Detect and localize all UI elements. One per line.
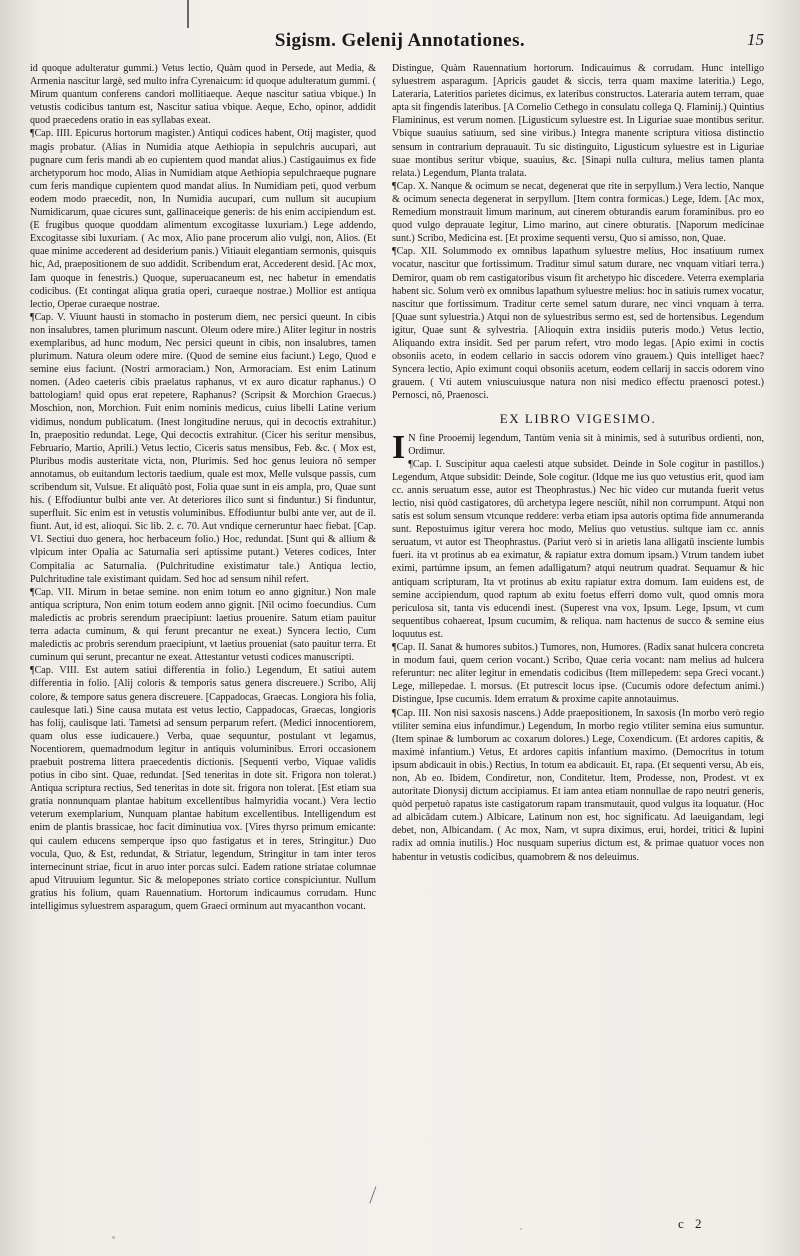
gutter-line [187, 0, 189, 28]
right-paragraph: ¶ Cap. X. Nanque & ocimum se necat, degenerat que rite in serpyllum.) Vera lectio, Nanque & ocimum senecta degenerat in serpyllum. [Item contra formicas.) Lege, Idem. [Ac mox, Remedium monstrauit limum marinum, aut cinerem obturandis earum foraminibus. pro eo quod vulgo deprauate legitur, Limo marino, aut cinere obturatis. [Naporum medicinae sunt.) Scribo, Medicina est. [Et proxime sequenti versu, Quo si amisso, non, Quae. [392, 180, 764, 245]
right-paragraph: ¶ Cap. XII. Solummodo ex omnibus lapathum syluestre melius, Hoc insatiuum rumex vocatur, nascitur que fortissimum. Traditur simul satum durare, nec vnquam vitiari terra.) Demiror, quam ob rem castigatoribus visum fit archetypo hic discedere. Veterra exemplaria habent sic. Solum verò ex omnibus lapathum syluestre melius: hoc in satiuis rumex vocatur, nascitur que fortissimum. Traditur certe semel satum durare, nec vinci vnquam à terra. [Quae sunt syluestria.) Atqui non de syluestribus sermo est, sed de hortensibus. Legendum igitur, Quae sunt & sylvestria. [Alioquin extra insidiis puteris modo.) Vetus lectio, Aliquando extra insidit. Sed per parum refert, vtro modo legas. [Apio eximi in coctis obsoniis aceto, in eodem cellario in saccis odorem vino grauem.) Quis intelliget haec? Syncera lectio, Apio eximunt coqui obsoniis acetum, eodem cellarij in saccis odorem vino grauem. ( Vti autem vniuscuiusque natura non nisi medico effectu praenosci potest.) Pernosci, nõ, Praenosci. [392, 245, 764, 402]
ink-mark [369, 1186, 387, 1207]
left-paragraph: id quoque adulteratur gummi.) Vetus lectio, Quàm quod in Persede, aut Media, & Armenia nascitur largè, sed multo infra Cyrenaicum: id quoque adulteratum gummi. ( Mirum quantum conferens candori mollitiaeque. Aeque nascitur satiua vbique.) In vetustis codicibus tantum est, Nascitur satiua vbique. Aeque, Echo, opinor, addidit quod praecedens oratio in eas syllabas exeat. [30, 63, 376, 127]
book-section-title: EX LIBRO VIGESIMO. [499, 411, 657, 427]
running-title: Sigism. Gelenij Annotationes. [274, 30, 526, 51]
prooemium-text: N fine Prooemij legendum, Tantùm venia sit à minimis, sed à suturibus ordienti, non, Ordimur. [408, 432, 764, 457]
right-column [392, 62, 764, 1202]
prooemium-paragraph [392, 428, 764, 466]
left-column [30, 62, 376, 1162]
paper-speck [520, 1228, 522, 1230]
page-header [0, 30, 800, 60]
paper-speck [112, 1236, 115, 1239]
drop-cap: I [392, 428, 406, 466]
page-number: 15 [747, 30, 764, 49]
right-paragraph: ¶ Cap. I. Suscipitur aqua caelesti atque subsidet. Deinde in Sole cogitur in pastillos.) Legendum, Atque subsidit: Deinde, Sole cogitur. (Idque me ius quo vetustius erit, quod iam cc. annis seruatum esse, autor est Theophrastus.) Nec hic video cur mutanda fuerit vetus lectio, nisi quòd castigatores, dū archetypa legere nesciũt, nihil non corrumpunt. Atqui non satis est solum sensum vtcunque reddere: verba etiam ipsa autoris optima fide annumeranda sunt. Repostuimus igitur verera hoc modo, Melius quo vetustius. sultque iam cc. annis seruatum, vt autor est Theophrastus. (Pariut verò si in arietis lana alligatū insciente lumbis fueri. ita vt protinus ab ea eximatur, & rapiatur extra domum ipsam.) Vtrum tandem iubet eximi, partúmne ipsum, an femen adalligatum? atqui neutrum quadrat. Sequamur & hic antiquam scripturam, Ita vt protinus ab exitu rapiatur extra domum. Iam euidens est, de semine accipiendum, quod raptum ab exitu foetus efferri domo vult, quod omnis mora periculosa sit, tanta vis educendi inest. (Superest vna vox, Ipsum. Lege, Ipsum, vt cum sequentibus cohaereat, Ipsum cucumim, & reliqua. nam hactenus de succo & semine eius loquutus est. [392, 458, 764, 641]
signature-mark: c 2 [678, 1216, 706, 1231]
left-paragraph: ¶ Cap. VII. Mirum in betae semine. non enim totum eo anno gignitur.) Non male antiqua scriptura, Non enim totum eodem anno gignit. [Nil ocimo foecundius. Cum maledictis ac probris serendum praecipiunt: laetius prouenire. Satum etiam pauitur terra adacta cuminum, & qui ferunt precantur ne exeat.) Syncera lectio, Cum maledictis ac probris serendum praecipiunt, vt laetius proueniat (sato pauitur terra. Et cuminum qui serunt, precantur ne exeat. Attestantur vetusti codices manuscripti. [30, 586, 376, 665]
left-paragraph: ¶ Cap. V. Viuunt hausti in stomacho in posterum diem, nec persici queunt. In cibis non insalubres, tamen plurimum nascunt. Oleum odere mire.) Aliter legitur in nostris exemplaribus, ad hunc modum, Nec persici queunt in cibis, non insalubres, tamen plurimum. Natura oleum odere mire. (Quod de semine eius faciunt.) Lego, Quod e semine eius faciunt. (Nostri armoraciam.) Non, Armoraciam. Est enim Latinum nomen. (Adeo caeteris cibis praelatus raphanus, vt ex auro dicatur raphanus.) O battologiam! quid opus erat repetere, Raphanus? (Scripsit & Morchion Graecus.) Moschion, non, Morchion. Fuit enim nominis medicus, cuius libelli Latine verium vidimus, nondum publicatum. (Inest longitudine neruus, qui in decoctis extrahitur.) In, praepositio redundat. Lege, Qui decoctis extrahitur. (Cicer his seritur mensibus, Februario, Martio, Aprili.) Vetus lectio, Ciceris satus mensibus, Feb. &c. ( Mox est, Pluribus modis austeritate victa, non, Plurimis. Sed hoc genus leuiora nõ semper annotamus, ob euitandum lectoris taedium, quale est mox, Melle vulsque passis, cum scribendum sit, Vulsue. Et aliquãtò post, Folia quae sunt in eis ampla, pro, Quae sunt his. ( Effodiuntur bulbi ante ver. At deteriores ilico sunt si finduntur.) Si finduntur, superfluit. Sic enim est in vetustis voluminibus. Effodiuntur bulbi ante ver, aut de il. fiunt. Aut, id est, alioqui. Sic lib. 2. c. 70. Aut vndique cerneruntur haec fiebat. [Cap. VI. Sectiui duo genera, hoc herbaceum folio.) Hoc, redundat. [Sunt qui & allium & vlpicum inter Opalia ac Saturnalia seri aptissime putant.) Veteres codices, Inter Compitalia ac Saturnalia. (Pulchritudine existimatur tale.) Antiqua lectio, Pulchritudine tale existimant quidam. Sed hoc ad sensum nihil refert. [30, 311, 376, 586]
right-paragraph: ¶ Cap. III. Non nisi saxosis nascens.) Adde praepositionem, In saxosis (In morbo verò regio vtiliter semina eius infundimur.) Legendum, In morbo regio vtiliter semina eius sumuntur. (Item spinae & lumborum ac coxarum dolores.) Lege, Coxendicum. (Et ardores capitis, & maximè infantium.) Vetus, Et ardores capitis infantium maximo. (Democritus in totum ipsum abdicauit in obis.) Rectius, In totum ea abdicauit. Et, rapa. (Et sequenti versu, Ab eis, non, Ab eo. Ibidem, Condiretur, non, Conditetur. Item, Prodesse, non, Prodest. vt ex autoritate Dionysij dictum accipiamus. Et iam antea etiam nonnullae de rapo neutri generis, quòd perpetuò rapatus iste castigatorum rapam transmutauit, quod vulgus ita loquatur. (Hoc ad albicādam cutem.) Albicare, Latinum non est, hoc significatu. Ad laeuigandam, legi debet, non, Albicandam. ( Ac mox, Nam, vt supra diximus, erui, hordei, tritici & lupini radix ad omnia inutilis.) Hoc nusquam superius dictum est, & primae quatuor voces non habentur in vetustis codicibus, quamobrem & nos deleuimus. [392, 707, 764, 864]
right-paragraph: ¶ Cap. II. Sanat & humores subitos.) Tumores, non, Humores. (Radix sanat hulcera concreta in modum faui, quem cerion vocant.) Scribo, Quae ceria vocant: nam melius ad hulcera referuntur: nec aliter legitur in emendatis codicibus (Item millepedem: sepa Greci vocant.) Lege, millepedae. I. morsus. (Et putrescit locus ipse. (Cucumis odore defectum animi.) Distingue, Ipse cucumis. Idem erratum & proxime capite annotauimus. [392, 641, 764, 706]
right-paragraph: Distingue, Quàm Rauennatium hortorum. Indicauimus & corrudam. Hunc intelligo syluestrem asparagum. [Apricis gaudet & siccis, terra quam maxime lateritia.) Lego, Lateraria, Lateritios parietes dicimus, ex lateribus constructos. Lateraria autem terram, quae apta sit fingendis lateribus. [A Cornelio Cethego in consulatu collega Q. Flaminij.) Quintius Flamininus, est verum nomen. [Ligusticum syluestre est. In Liguriae suae montibus seritur. Vbique suauius satiuum, sed sine viribus.) Integra manente scriptura vitiosa distinctio sensum in contrarium deprauauit. Tu sic distinguito, Ligusticum syluestre est in Liguriae suae montibus seritur vbique, suauius, &c. [Sinapi nulla cultura, melius tamen planta relata.) Legendum, Planta tralata. [392, 63, 764, 179]
left-paragraph: ¶ Cap. VIII. Est autem satiui differentia in folio.) Legendum, Et satiui autem differentia in folio. [Alij coloris & temporis satus genera discreuere.) Scribo, Alij colore, & tempore satus genera discreuere. [Cappadocas, Graecas. Longiora his folia, caulesque lati.) Sine causa mutata est vetus lectio, Cappadocas, Graecas, longioris has folij, caulisque lati. Tametsi ad sensum perparum refert. (Medici innocentiorem, quam olus esse iudicauere.) Verba, quae sequuntur, postulant vt legamus, Nocentiorem, quemadmodum legitur in antiquis voluminibus. Errori occasionem praebuit postrema littera praecedentis dictionis. [Sequenti verbo, Viquae validis potius in cibo sint. Quae, redundat. [Sed teneritas in dote sit. Frigora non tolerat.) Antiqua scriptura rectius, Sed teneritas in dote sit. frigora non tolerat. [Est etiam sua gratia nonnunquam plantae habitum excellentibus halmyridia vocant.) Vera lectio veterum exemplarium, Nunquam plantae habitum excellentibus. Intelligendum est enim de plantis brassicae, hoc facit diminutiua vox. [Vires thyrso primum emicante: qui caulem educens semperque ipso quo fastigatus et in teres, Stringitur.) Duo vocula, Quo, & Est, redundat, & Striatur, legendum, Stringitur in tam inter teros internecinunt striae, ficut in aruo inter porcas sulci. Eadem ratione striatae columnae apud Vitruuium leguntur. Sic & melopepones striato cortice conspiciuntur. Nullum gratius his folium, quam Rauennatium. Hortorum indicaumus corrudam. Hunc intelligimus syluestrem asparagum, quem Graeci orminum aut myacanthon vocant. [30, 664, 376, 913]
left-paragraph: ¶ Cap. IIII. Epicurus hortorum magister.) Antiqui codices habent, Otij magister, quod magis probatur. (Alias in Numidia atque Aethiopia in sepulchris aucupari, aut pugnare cum feris mandi ab eo cupientem quod mandat alius.) Castigauimus ex fide archetyporum hoc modo, Alias in Numidiam atque Aethiopia sepulchraeque pugnare cum feris mandique cupientem quod mandat alius. In Numidiam peti, quod verbum eodem modo praecedit, non, In Numidia aucupari, cum nullum sit aucupium Numidicarum, quae cicures sunt, gallinaceique generis: de his enim accipiendum est. (E frugibus quoque quoddam alimentum excogitasse luxuriam.) Lege addendo, Excogitasse sibi luxuriam. ( Ac mox, Alio pane procerum alio vulgi, non, Alios. (Et quae minime accederent ad desiderium panis.) Vitiauit elegantiam sermonis, quisquis hic, Ad, praepositionem de suo addidit. Scribendum erat, Accederent desid. [Ac mox, Iam quoque in fenestris.) Quoque, superuacaneum est, nec habetur in emendatis codicibus. (Et contingat aliqua gratia operi, curaeque nostrae.) Mollior est antiqua lectio, Operae curaeque nostrae. [30, 127, 376, 310]
